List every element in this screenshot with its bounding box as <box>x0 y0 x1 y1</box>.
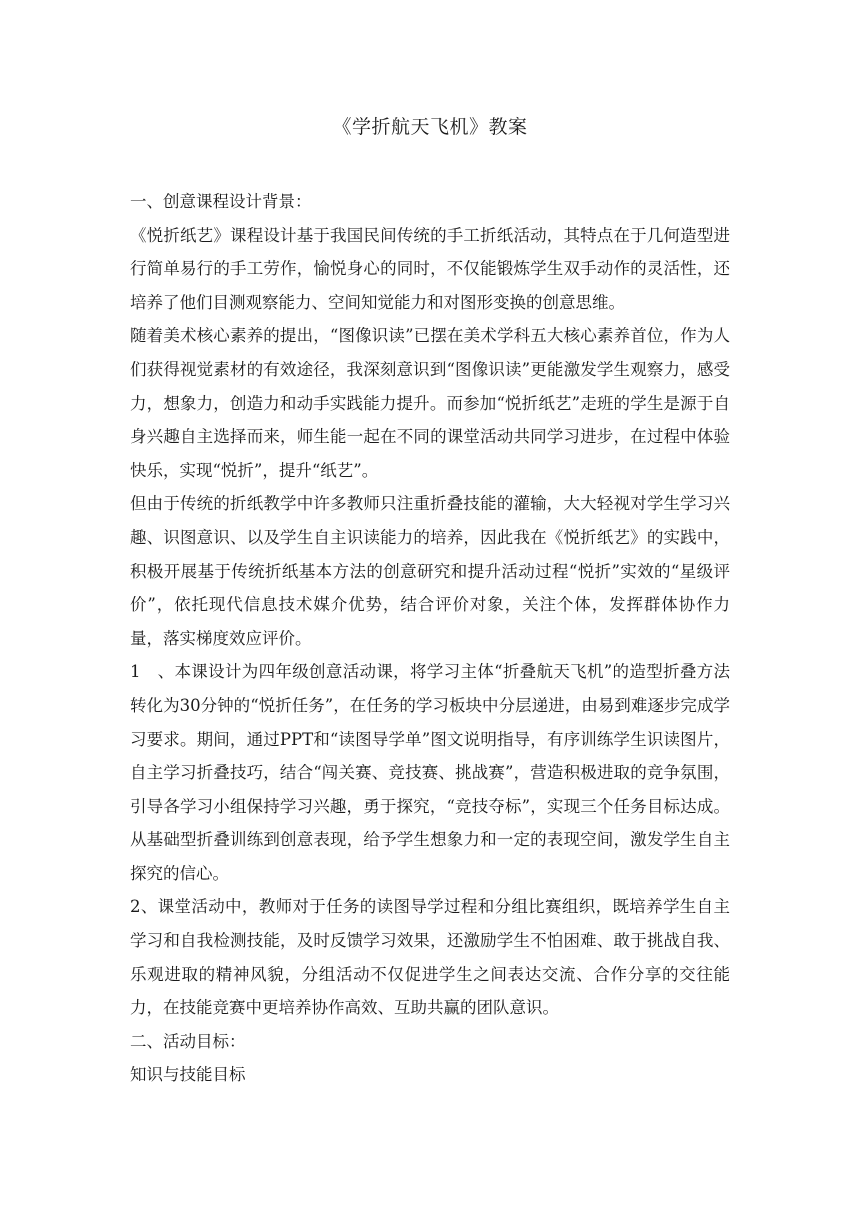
paragraph-course-intro: 《悦折纸艺》课程设计基于我国民间传统的手工折纸活动，其特点在于几何造型进行简单易行的手工劳作，愉悦身心的同时，不仅能锻炼学生双手动作的灵活性，还培养了他们目测观察能力、空间知觉能力和对图形变换的创意思维。 <box>130 225 730 312</box>
paragraph-point-2: 2、课堂活动中，教师对于任务的读图导学过程和分组比赛组织，既培养学生自主学习和自我检测技能，及时反馈学习效果，还激励学生不怕困难、敢于挑战自我、乐观进取的精神风貌，分组活动不仅促进学生之间表达交流、合作分享的交往能力，在技能竞赛中更培养协作高效、互助共赢的团队意识。 <box>130 897 730 1018</box>
paragraph-traditional-teaching: 但由于传统的折纸教学中许多教师只注重折叠技能的灌输，大大轻视对学生学习兴趣、识图意识、以及学生自主识读能力的培养，因此我在《悦折纸艺》的实践中，积极开展基于传统折纸基本方法的创意研究和提升活动过程“悦折”实效的“星级评价”，依托现代信息技术媒介优势，结合评价对象，关注个体，发挥群体协作力量，落实梯度效应评价。 <box>130 494 730 648</box>
paragraph-point-1: 1 、本课设计为四年级创意活动课，将学习主体“折叠航天飞机”的造型折叠方法转化为30分钟的“悦折任务”，在任务的学习板块中分层递进，由易到难逐步完成学习要求。期间，通过PPT和“读图导学单”图文说明指导，有序训练学生识读图片，自主学习折叠技巧，结合“闯关赛、竞技赛、挑战赛”，营造积极进取的竞争氛围，引导各学习小组保持学习兴趣，勇于探究，“竞技夺标”，实现三个任务目标达成。从基础型折叠训练到创意表现，给予学生想象力和一定的表现空间，激发学生自主探究的信心。 <box>130 662 730 883</box>
section-heading-goals: 二、活动目标： <box>130 1031 246 1051</box>
section-heading-background: 一、创意课程设计背景： <box>130 192 312 211</box>
document-body <box>130 185 730 1092</box>
document-title: 《学折航天飞机》教案 <box>332 116 528 138</box>
paragraph-core-literacy: 随着美术核心素养的提出，“图像识读”已摆在美术学科五大核心素养首位，作为人们获得视觉素材的有效途径，我深刻意识到“图像识读”更能激发学生观察力，感受力，想象力，创造力和动手实践能力提升。而参加“悦折纸艺”走班的学生是源于自身兴趣自主选择而来，师生能一起在不同的课堂活动共同学习进步，在过程中体验快乐，实现“悦折”，提升“纸艺”。 <box>130 326 730 480</box>
subheading-knowledge-skills: 知识与技能目标 <box>130 1065 246 1085</box>
